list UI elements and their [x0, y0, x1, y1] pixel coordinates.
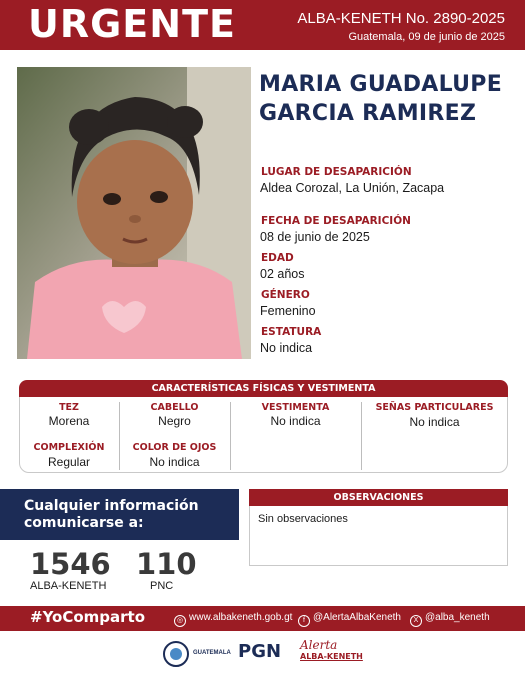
- website-link[interactable]: [174, 612, 292, 627]
- label-gender: GÉNERO: [261, 289, 310, 301]
- phone-albakeneth: 1546: [30, 547, 111, 581]
- guatemala-logo-text: GUATEMALA: [193, 650, 231, 656]
- eye-color-label: COLOR DE OJOS: [132, 442, 217, 453]
- value-age: 02 años: [260, 267, 305, 281]
- contact-line-1: Cualquier información: [24, 498, 199, 514]
- marks-label: SEÑAS PARTICULARES: [375, 402, 494, 413]
- header-bar: [0, 0, 525, 50]
- tez-label: TEZ: [59, 402, 79, 413]
- footer-bar: [0, 606, 525, 631]
- x-icon: X: [410, 615, 422, 627]
- missing-child-photo: [17, 67, 251, 359]
- alerta-logo-line2: ALBA-KENETH: [300, 652, 363, 661]
- clothing-value: No indica: [270, 414, 321, 428]
- tez-value: Morena: [48, 414, 90, 428]
- pgn-logo: PGN: [238, 641, 282, 662]
- facebook-text: @AlertaAlbaKeneth: [313, 612, 401, 623]
- facebook-icon: f: [298, 615, 310, 627]
- label-height: ESTATURA: [261, 326, 322, 338]
- globe-icon: ◎: [174, 615, 186, 627]
- value-place: Aldea Corozal, La Unión, Zacapa: [260, 181, 445, 195]
- clothing-label: VESTIMENTA: [261, 402, 330, 413]
- facebook-link[interactable]: [298, 612, 401, 627]
- urgent-title: URGENTE: [28, 2, 236, 46]
- value-date: 08 de junio de 2025: [260, 230, 370, 244]
- marks-value: No indica: [409, 415, 460, 429]
- label-age: EDAD: [261, 252, 294, 264]
- cabello-label: CABELLO: [150, 402, 199, 413]
- x-text: @alba_keneth: [425, 612, 490, 623]
- eye-color-value: No indica: [149, 455, 200, 469]
- complexion-label: COMPLEXIÓN: [33, 442, 105, 453]
- name-line-1: MARIA GUADALUPE: [259, 72, 503, 97]
- person-name: [259, 70, 519, 128]
- alert-number: ALBA-KENETH No. 2890-2025: [297, 10, 505, 27]
- guatemala-seal-icon: [162, 640, 190, 668]
- name-line-2: GARCIA RAMIREZ: [259, 101, 477, 126]
- contact-box: [0, 489, 239, 540]
- logos-row: [0, 636, 525, 676]
- hashtag: #YoComparto: [30, 608, 146, 626]
- complexion-value: Regular: [47, 455, 91, 469]
- label-date: FECHA DE DESAPARICIÓN: [261, 215, 411, 227]
- cabello-value: Negro: [158, 414, 191, 428]
- observations-text: Sin observaciones: [258, 513, 348, 525]
- phone-pnc-label: PNC: [150, 580, 174, 592]
- value-height: No indica: [260, 341, 313, 355]
- characteristics-title: CARACTERÍSTICAS FÍSICAS Y VESTIMENTA: [19, 380, 508, 397]
- alert-date: Guatemala, 09 de junio de 2025: [348, 31, 505, 43]
- alerta-logo-line1: Alerta: [300, 638, 338, 652]
- x-link[interactable]: [410, 612, 490, 627]
- value-gender: Femenino: [260, 304, 316, 318]
- website-text: www.albakeneth.gob.gt: [189, 612, 293, 623]
- label-place: LUGAR DE DESAPARICIÓN: [261, 166, 412, 178]
- phone-pnc: 110: [136, 547, 197, 581]
- observations-title: OBSERVACIONES: [249, 489, 508, 506]
- contact-line-2: comunicarse a:: [24, 515, 144, 531]
- phone-albakeneth-label: ALBA-KENETH: [30, 580, 107, 592]
